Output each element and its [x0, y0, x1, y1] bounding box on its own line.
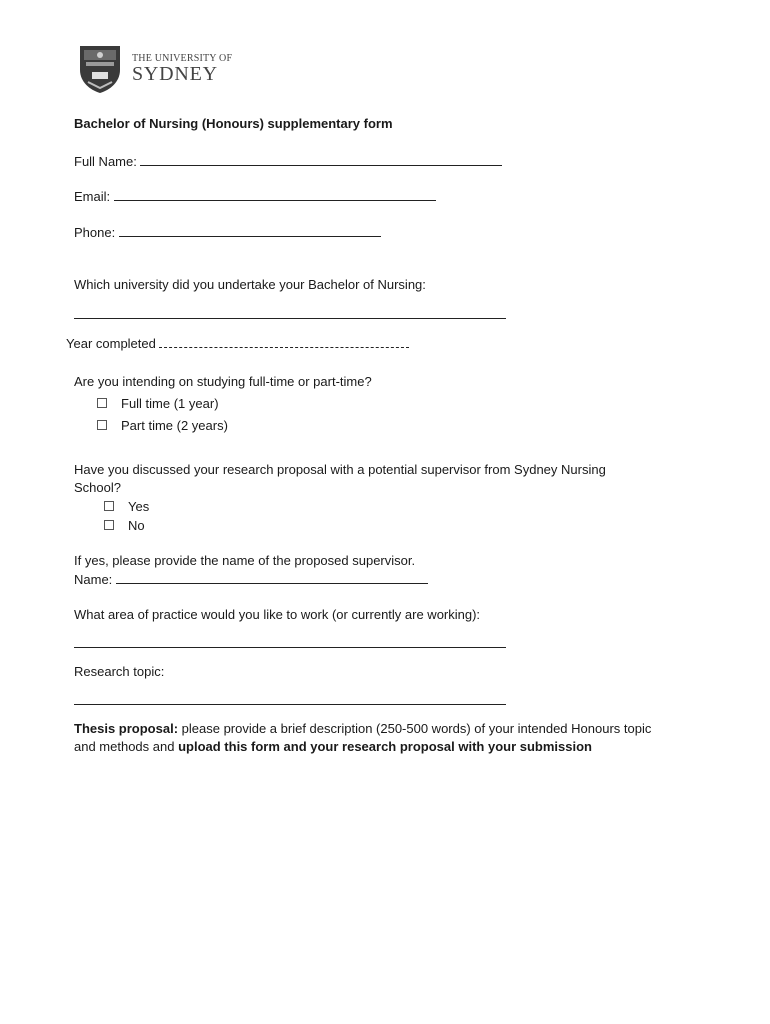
- checkbox-icon[interactable]: [97, 398, 107, 408]
- logo-line1: THE UNIVERSITY OF: [132, 53, 233, 64]
- thesis-proposal-line2: [74, 739, 592, 754]
- thesis-proposal-upload-instruction: upload this form and your research proposal with your submission: [178, 739, 592, 754]
- logo-line2: SYDNEY: [132, 63, 218, 85]
- study-mode-question: Are you intending on studying full-time or part-time?: [74, 374, 372, 389]
- supervisor-question-line2: School?: [74, 480, 121, 495]
- study-option-label: Full time (1 year): [121, 396, 219, 411]
- email-label: Email:: [74, 189, 111, 204]
- university-logo: [78, 44, 233, 94]
- university-input-line[interactable]: [74, 318, 506, 319]
- study-option-full-time[interactable]: [97, 396, 219, 411]
- checkbox-icon[interactable]: [104, 501, 114, 511]
- phone-input-line[interactable]: [119, 224, 381, 237]
- thesis-proposal-line1: [74, 721, 651, 736]
- practice-area-input-line[interactable]: [74, 647, 506, 648]
- checkbox-icon[interactable]: [104, 520, 114, 530]
- practice-area-question: What area of practice would you like to work (or currently are working):: [74, 607, 481, 622]
- study-option-label: Part time (2 years): [121, 418, 228, 433]
- email-input-line[interactable]: [114, 188, 436, 201]
- university-crest-icon: [78, 44, 122, 94]
- study-option-part-time[interactable]: [97, 418, 228, 433]
- thesis-proposal-heading: Thesis proposal:: [74, 721, 179, 736]
- supervisor-question-line1: Have you discussed your research proposal with a potential supervisor from Sydney Nursing: [74, 462, 606, 477]
- supervisor-option-no[interactable]: [104, 518, 145, 533]
- email-field: [74, 188, 436, 204]
- checkbox-icon[interactable]: [97, 420, 107, 430]
- full-name-input-line[interactable]: [140, 153, 502, 166]
- form-title: Bachelor of Nursing (Honours) supplementary form: [74, 116, 393, 131]
- full-name-field: [74, 153, 502, 169]
- no-label: No: [128, 518, 145, 533]
- thesis-proposal-text2: and methods and: [74, 739, 179, 754]
- supervisor-name-label: Name:: [74, 572, 113, 587]
- thesis-proposal-text1: please provide a brief description (250-500 words) of your intended Honours topic: [178, 721, 652, 736]
- full-name-label: Full Name:: [74, 154, 137, 169]
- supervisor-name-input-line[interactable]: [116, 571, 428, 584]
- university-question: Which university did you undertake your Bachelor of Nursing:: [74, 277, 426, 292]
- year-completed-field: [66, 335, 409, 351]
- research-topic-input-line[interactable]: [74, 704, 506, 705]
- phone-label: Phone:: [74, 225, 116, 240]
- supervisor-name-prompt: If yes, please provide the name of the proposed supervisor.: [74, 553, 416, 568]
- supervisor-name-field: [74, 571, 428, 587]
- year-completed-input-line[interactable]: [159, 335, 409, 348]
- year-completed-label: Year completed: [66, 336, 156, 351]
- phone-field: [74, 224, 381, 240]
- yes-label: Yes: [128, 499, 150, 514]
- supervisor-option-yes[interactable]: [104, 499, 149, 514]
- research-topic-label: Research topic:: [74, 664, 165, 679]
